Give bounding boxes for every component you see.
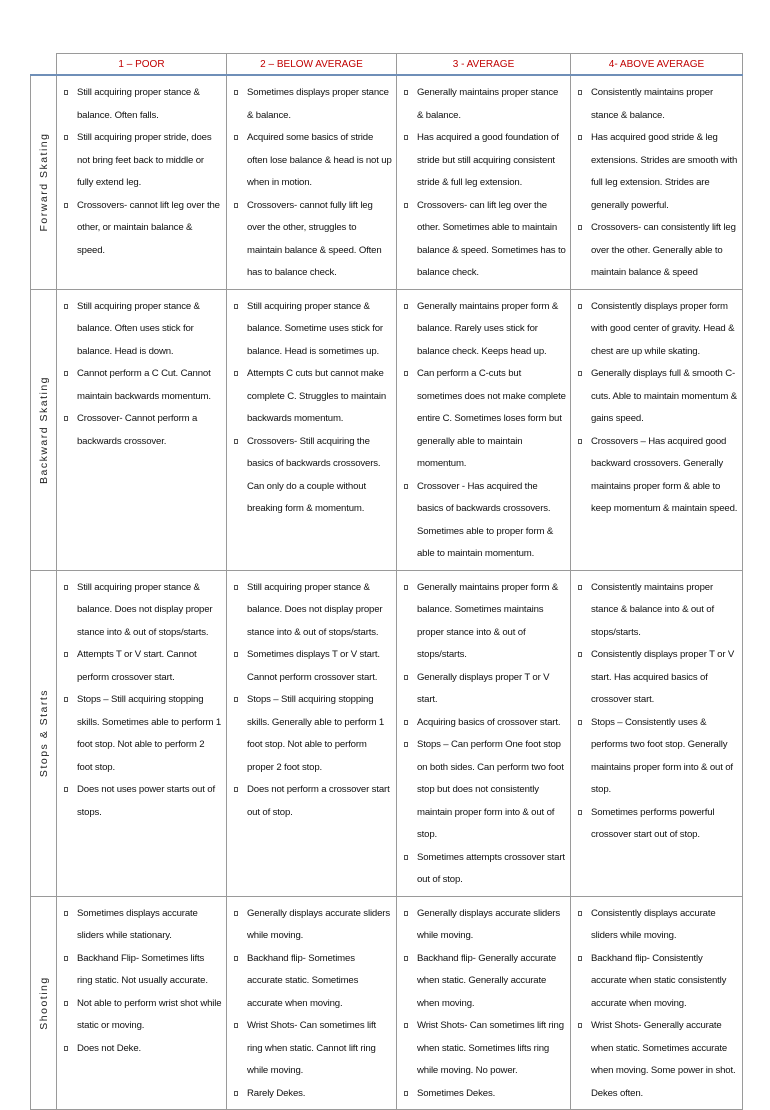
criteria-text: Crossovers – Has acquired good backward crossovers. Generally maintains proper form & able to keep momentum & maintain speed. bbox=[591, 435, 738, 514]
criteria-text: Still acquiring proper stance & balance. Does not display proper stance into & out of stops/starts. bbox=[247, 581, 383, 638]
criteria-item bbox=[63, 948, 222, 993]
bullet-box-icon bbox=[578, 720, 582, 725]
criteria-text: Stops – Still acquiring stopping skills. Generally able to perform 1 foot stop. Not able to perform proper 2 foot stop. bbox=[247, 694, 385, 773]
criteria-list bbox=[577, 296, 738, 521]
bullet-box-icon bbox=[64, 371, 68, 376]
rubric-cell-poor bbox=[57, 289, 227, 570]
criteria-item bbox=[233, 689, 392, 779]
criteria-item bbox=[233, 195, 392, 285]
criteria-item bbox=[233, 577, 392, 645]
criteria-item bbox=[63, 644, 222, 689]
criteria-list bbox=[233, 82, 392, 285]
rubric-cell-above-average bbox=[571, 289, 743, 570]
bullet-box-icon bbox=[404, 855, 408, 860]
rubric-cell-below-average bbox=[227, 570, 397, 896]
header-corner bbox=[31, 54, 57, 76]
bullet-box-icon bbox=[234, 956, 238, 961]
criteria-list bbox=[403, 577, 566, 892]
bullet-box-icon bbox=[234, 203, 238, 208]
bullet-box-icon bbox=[64, 956, 68, 961]
rubric-cell-poor bbox=[57, 570, 227, 896]
rubric-cell-poor bbox=[57, 75, 227, 289]
criteria-item bbox=[63, 82, 222, 127]
criteria-item bbox=[403, 734, 566, 847]
criteria-item bbox=[233, 296, 392, 364]
header-above-average: 4- ABOVE AVERAGE bbox=[571, 54, 743, 76]
bullet-box-icon bbox=[234, 652, 238, 657]
criteria-text: Acquired some basics of stride often lose balance & head is not up when in motion. bbox=[247, 132, 392, 188]
bullet-box-icon bbox=[404, 1091, 408, 1096]
criteria-text: Still acquiring proper stance & balance. Does not display proper stance into & out of stops/starts. bbox=[77, 581, 213, 638]
criteria-text: Does not Deke. bbox=[77, 1042, 142, 1054]
criteria-item bbox=[577, 644, 738, 712]
criteria-text: Crossover - Has acquired the basics of backwards crossovers. Sometimes able to proper form & able to maintain momentum. bbox=[417, 480, 554, 559]
bullet-box-icon bbox=[404, 675, 408, 680]
criteria-text: Backhand Flip- Sometimes lifts ring static. Not usually accurate. bbox=[77, 952, 208, 986]
criteria-list bbox=[577, 903, 738, 1106]
category-label: Backward Skating bbox=[37, 375, 50, 484]
bullet-box-icon bbox=[578, 304, 582, 309]
category-cell bbox=[31, 75, 57, 289]
criteria-item bbox=[403, 667, 566, 712]
bullet-box-icon bbox=[404, 203, 408, 208]
skating-rubric-table bbox=[30, 53, 743, 1110]
bullet-box-icon bbox=[404, 720, 408, 725]
criteria-item bbox=[577, 217, 738, 285]
bullet-box-icon bbox=[234, 787, 238, 792]
criteria-text: Sometimes attempts crossover start out of stop. bbox=[417, 851, 565, 885]
criteria-text: Consistently displays proper form with good center of gravity. Head & chest are up while skating. bbox=[591, 300, 735, 357]
rubric-body bbox=[31, 75, 743, 1110]
criteria-text: Generally displays full & smooth C-cuts. Able to maintain momentum & gains speed. bbox=[591, 368, 737, 424]
criteria-text: Wrist Shots- Generally accurate when static. Sometimes accurate when moving. Some power in shot. Dekes often. bbox=[591, 1020, 736, 1099]
criteria-text: Still acquiring proper stride, does not bring feet back to middle or fully extend leg. bbox=[77, 132, 212, 188]
rubric-cell-above-average bbox=[571, 896, 743, 1110]
criteria-item bbox=[233, 82, 392, 127]
category-label: Stops & Starts bbox=[37, 688, 50, 778]
criteria-item bbox=[63, 689, 222, 779]
bullet-box-icon bbox=[404, 956, 408, 961]
criteria-item bbox=[63, 903, 222, 948]
criteria-item bbox=[577, 296, 738, 364]
bullet-box-icon bbox=[578, 371, 582, 376]
criteria-text: Sometimes performs powerful crossover start out of stop. bbox=[591, 806, 715, 840]
criteria-text: Consistently displays proper T or V start. Has acquired basics of crossover start. bbox=[591, 649, 735, 705]
criteria-text: Not able to perform wrist shot while static or moving. bbox=[77, 997, 222, 1031]
criteria-text: Does not uses power starts out of stops. bbox=[77, 784, 215, 818]
criteria-text: Crossovers- can lift leg over the other. Sometimes able to maintain balance & speed. Sometimes has to balance check. bbox=[417, 199, 566, 278]
rubric-cell-poor bbox=[57, 896, 227, 1110]
criteria-item bbox=[63, 993, 222, 1038]
criteria-text: Backhand flip- Generally accurate when static. Generally accurate when moving. bbox=[417, 952, 557, 1009]
criteria-item bbox=[233, 431, 392, 521]
bullet-box-icon bbox=[578, 911, 582, 916]
criteria-item bbox=[403, 903, 566, 948]
bullet-box-icon bbox=[64, 416, 68, 421]
rubric-cell-below-average bbox=[227, 75, 397, 289]
criteria-item bbox=[403, 296, 566, 364]
criteria-item bbox=[63, 195, 222, 263]
bullet-box-icon bbox=[404, 585, 408, 590]
criteria-text: Crossovers- Still acquiring the basics of backwards crossovers. Can only do a couple without breaking form & momentum. bbox=[247, 435, 381, 514]
bullet-box-icon bbox=[234, 90, 238, 95]
criteria-item bbox=[233, 1015, 392, 1083]
criteria-text: Generally displays accurate sliders while moving. bbox=[417, 907, 560, 941]
category-label: Forward Skating bbox=[37, 132, 50, 232]
bullet-box-icon bbox=[578, 90, 582, 95]
bullet-box-icon bbox=[404, 742, 408, 747]
criteria-text: Sometimes displays proper stance & balance. bbox=[247, 87, 389, 121]
bullet-box-icon bbox=[234, 439, 238, 444]
criteria-text: Consistently maintains proper stance & balance. bbox=[591, 87, 714, 121]
header-average: 3 - AVERAGE bbox=[397, 54, 571, 76]
criteria-text: Attempts T or V start. Cannot perform crossover start. bbox=[77, 649, 197, 683]
bullet-box-icon bbox=[64, 787, 68, 792]
criteria-item bbox=[577, 127, 738, 217]
bullet-box-icon bbox=[64, 203, 68, 208]
criteria-item bbox=[403, 948, 566, 1016]
criteria-item bbox=[233, 903, 392, 948]
criteria-item bbox=[577, 577, 738, 645]
bullet-box-icon bbox=[234, 371, 238, 376]
criteria-text: Backhand flip- Sometimes accurate static. Sometimes accurate when moving. bbox=[247, 952, 359, 1009]
criteria-text: Wrist Shots- Can sometimes lift ring when static. Sometimes lifts ring while moving. No power. bbox=[417, 1020, 564, 1076]
bullet-box-icon bbox=[404, 911, 408, 916]
category-cell bbox=[31, 570, 57, 896]
criteria-text: Consistently maintains proper stance & balance into & out of stops/starts. bbox=[591, 581, 714, 638]
criteria-item bbox=[577, 82, 738, 127]
criteria-list bbox=[403, 296, 566, 566]
header-row bbox=[31, 54, 743, 76]
criteria-item bbox=[577, 948, 738, 1016]
bullet-box-icon bbox=[404, 371, 408, 376]
rubric-cell-average bbox=[397, 289, 571, 570]
rubric-cell-above-average bbox=[571, 75, 743, 289]
criteria-text: Stops – Still acquiring stopping skills. Sometimes able to perform 1 foot stop. Not able to perform 2 foot stop. bbox=[77, 694, 222, 773]
row-forward-skating bbox=[31, 75, 743, 289]
criteria-list bbox=[63, 296, 222, 454]
criteria-item bbox=[403, 1083, 566, 1106]
criteria-item bbox=[233, 644, 392, 689]
criteria-item bbox=[63, 1038, 222, 1061]
row-backward-skating bbox=[31, 289, 743, 570]
criteria-item bbox=[403, 82, 566, 127]
bullet-box-icon bbox=[234, 585, 238, 590]
bullet-box-icon bbox=[404, 304, 408, 309]
criteria-text: Attempts C cuts but cannot make complete C. Struggles to maintain backwards momentum. bbox=[247, 368, 387, 424]
criteria-item bbox=[403, 363, 566, 476]
bullet-box-icon bbox=[404, 484, 408, 489]
criteria-list bbox=[63, 903, 222, 1061]
criteria-text: Still acquiring proper stance & balance. Sometime uses stick for balance. Head is sometimes up. bbox=[247, 300, 383, 357]
category-cell bbox=[31, 896, 57, 1110]
criteria-text: Rarely Dekes. bbox=[247, 1087, 306, 1099]
bullet-box-icon bbox=[404, 135, 408, 140]
criteria-item bbox=[577, 903, 738, 948]
criteria-list bbox=[233, 903, 392, 1106]
bullet-box-icon bbox=[578, 810, 582, 815]
bullet-box-icon bbox=[234, 1091, 238, 1096]
header-poor: 1 – POOR bbox=[57, 54, 227, 76]
criteria-item bbox=[403, 847, 566, 892]
criteria-item bbox=[63, 363, 222, 408]
criteria-text: Still acquiring proper stance & balance. Often uses stick for balance. Head is down. bbox=[77, 300, 200, 357]
criteria-text: Consistently displays accurate sliders while moving. bbox=[591, 907, 716, 941]
bullet-box-icon bbox=[234, 911, 238, 916]
criteria-text: Has acquired a good foundation of stride but still acquiring consistent stride & full leg extension. bbox=[417, 132, 559, 188]
rubric-cell-average bbox=[397, 570, 571, 896]
criteria-list bbox=[63, 577, 222, 825]
criteria-list bbox=[577, 82, 738, 285]
criteria-list bbox=[233, 577, 392, 825]
criteria-text: Sometimes displays accurate sliders while stationary. bbox=[77, 907, 198, 941]
criteria-list bbox=[63, 82, 222, 262]
criteria-item bbox=[403, 195, 566, 285]
criteria-item bbox=[63, 577, 222, 645]
bullet-box-icon bbox=[234, 697, 238, 702]
bullet-box-icon bbox=[578, 956, 582, 961]
bullet-box-icon bbox=[578, 225, 582, 230]
criteria-text: Generally displays accurate sliders while moving. bbox=[247, 907, 390, 941]
criteria-list bbox=[577, 577, 738, 847]
criteria-text: Has acquired good stride & leg extensions. Strides are smooth with full leg extension. Strides are generally powerful. bbox=[591, 132, 738, 211]
rubric-cell-below-average bbox=[227, 289, 397, 570]
criteria-item bbox=[63, 779, 222, 824]
criteria-list bbox=[403, 82, 566, 285]
bullet-box-icon bbox=[64, 585, 68, 590]
rubric-cell-below-average bbox=[227, 896, 397, 1110]
criteria-text: Still acquiring proper stance & balance. Often falls. bbox=[77, 87, 200, 121]
criteria-list bbox=[403, 903, 566, 1106]
criteria-item bbox=[577, 802, 738, 847]
criteria-item bbox=[233, 779, 392, 824]
bullet-box-icon bbox=[64, 1001, 68, 1006]
bullet-box-icon bbox=[234, 135, 238, 140]
criteria-text: Cannot perform a C Cut. Cannot maintain backwards momentum. bbox=[77, 368, 211, 402]
category-cell bbox=[31, 289, 57, 570]
rubric-cell-average bbox=[397, 896, 571, 1110]
criteria-item bbox=[63, 296, 222, 364]
criteria-text: Generally displays proper T or V start. bbox=[417, 671, 550, 705]
criteria-text: Sometimes displays T or V start. Cannot perform crossover start. bbox=[247, 649, 380, 683]
criteria-text: Generally maintains proper form & balance. Sometimes maintains proper stance into & out of stops/starts. bbox=[417, 581, 559, 660]
bullet-box-icon bbox=[404, 90, 408, 95]
bullet-box-icon bbox=[578, 585, 582, 590]
bullet-box-icon bbox=[64, 135, 68, 140]
bullet-box-icon bbox=[578, 135, 582, 140]
criteria-item bbox=[233, 363, 392, 431]
bullet-box-icon bbox=[234, 304, 238, 309]
criteria-item bbox=[403, 476, 566, 566]
category-label: Shooting bbox=[37, 976, 50, 1030]
criteria-text: Stops – Can perform One foot stop on both sides. Can perform two foot stop but does not consistently maintain proper form into & out of stop. bbox=[417, 739, 564, 840]
bullet-box-icon bbox=[64, 304, 68, 309]
bullet-box-icon bbox=[578, 439, 582, 444]
criteria-text: Crossovers- cannot lift leg over the other, or maintain balance & speed. bbox=[77, 199, 220, 256]
criteria-item bbox=[233, 127, 392, 195]
rubric-cell-above-average bbox=[571, 570, 743, 896]
criteria-text: Generally maintains proper stance & balance. bbox=[417, 87, 559, 121]
row-stops-starts bbox=[31, 570, 743, 896]
criteria-text: Can perform a C-cuts but sometimes does not make complete entire C. Sometimes loses form but generally able to maintain momentum. bbox=[417, 368, 566, 469]
criteria-text: Acquiring basics of crossover start. bbox=[417, 716, 561, 728]
bullet-box-icon bbox=[64, 697, 68, 702]
criteria-text: Stops – Consistently uses & performs two foot stop. Generally maintains proper form into & out of stop. bbox=[591, 716, 733, 795]
criteria-text: Crossovers- cannot fully lift leg over the other, struggles to maintain balance & speed. Often has to balance check. bbox=[247, 199, 382, 278]
header-below-average: 2 – BELOW AVERAGE bbox=[227, 54, 397, 76]
criteria-item bbox=[233, 1083, 392, 1106]
criteria-text: Sometimes Dekes. bbox=[417, 1087, 496, 1099]
bullet-box-icon bbox=[64, 1046, 68, 1051]
criteria-item bbox=[403, 1015, 566, 1083]
criteria-text: Generally maintains proper form & balance. Rarely uses stick for balance check. Keeps head up. bbox=[417, 300, 559, 357]
row-shooting bbox=[31, 896, 743, 1110]
criteria-item bbox=[577, 363, 738, 431]
criteria-item bbox=[63, 127, 222, 195]
bullet-box-icon bbox=[578, 652, 582, 657]
criteria-item bbox=[63, 408, 222, 453]
rubric-cell-average bbox=[397, 75, 571, 289]
bullet-box-icon bbox=[64, 911, 68, 916]
bullet-box-icon bbox=[64, 90, 68, 95]
criteria-item bbox=[403, 577, 566, 667]
criteria-item bbox=[403, 712, 566, 735]
criteria-item bbox=[577, 1015, 738, 1105]
criteria-item bbox=[577, 431, 738, 521]
criteria-text: Wrist Shots- Can sometimes lift ring when static. Cannot lift ring while moving. bbox=[247, 1020, 376, 1076]
criteria-text: Crossover- Cannot perform a backwards crossover. bbox=[77, 413, 198, 447]
criteria-list bbox=[233, 296, 392, 521]
criteria-item bbox=[403, 127, 566, 195]
criteria-item bbox=[577, 712, 738, 802]
criteria-text: Does not perform a crossover start out of stop. bbox=[247, 784, 390, 818]
criteria-text: Crossovers- can consistently lift leg over the other. Generally able to maintain balance & speed bbox=[591, 222, 736, 278]
criteria-item bbox=[233, 948, 392, 1016]
criteria-text: Backhand flip- Consistently accurate when static consistently accurate when moving. bbox=[591, 952, 727, 1009]
bullet-box-icon bbox=[64, 652, 68, 657]
